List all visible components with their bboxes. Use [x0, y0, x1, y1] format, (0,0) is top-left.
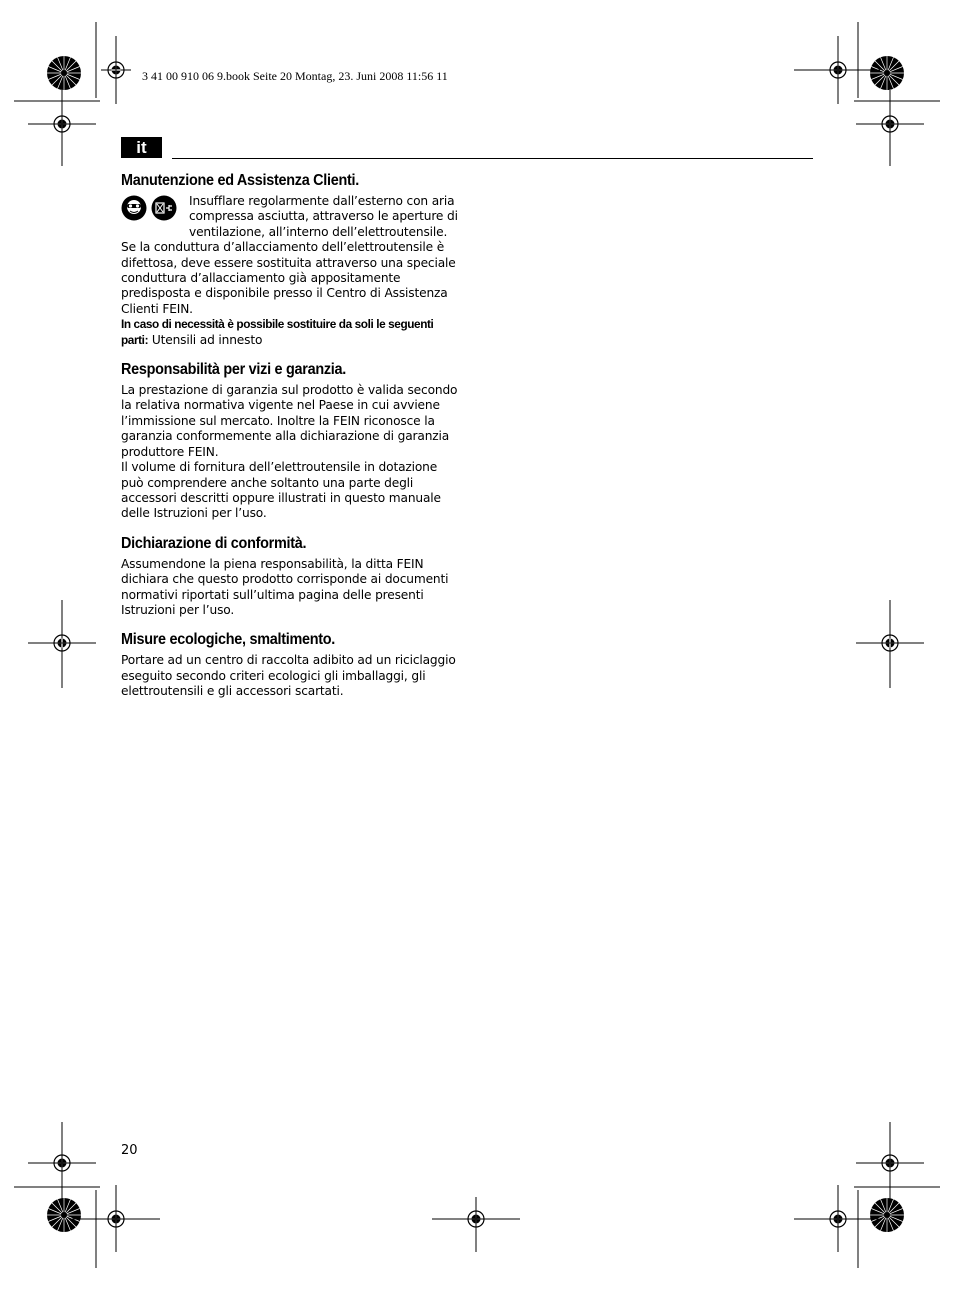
section-title: Misure ecologiche, smaltimento. — [121, 631, 336, 649]
goggles-and-ear-protection-icon — [121, 195, 147, 221]
disconnect-plug-icon — [151, 195, 177, 221]
section-conformity — [121, 535, 461, 619]
icon-paragraph — [121, 194, 461, 240]
file-info: 3 41 00 910 06 9.book Seite 20 Montag, 23. Juni 2008 11:56 11 — [142, 69, 448, 83]
replaceable-parts-label: In caso di necessità è possibile sostituire da soli le seguenti parti: — [121, 317, 434, 347]
paragraph: La prestazione di garanzia sul prodotto è valida secondo la relativa normativa vigente nel Paese in cui avviene l’immissione sul mercato. Inoltre la FEIN riconosce la garanzia conformemente alla dichiarazione di garanzia produttore FEIN. — [121, 383, 458, 459]
replaceable-parts-value: Utensili ad innesto — [148, 332, 263, 347]
paragraph: Portare ad un centro di raccolta adibito ad un riciclaggio eseguito secondo criteri ecologici gli imballaggi, gli elettroutensili e gli accessori scartati. — [121, 653, 456, 699]
replaceable-parts — [121, 317, 461, 348]
section-title: Manutenzione ed Assistenza Clienti. — [121, 172, 360, 189]
section-title: Responsabilità per vizi e garanzia. — [121, 361, 346, 379]
section-maintenance — [121, 172, 461, 348]
language-badge: it — [121, 137, 162, 158]
paragraph: Se la conduttura d’allacciamento dell’elettroutensile è difettosa, deve essere sostituita attraverso una speciale conduttura d’allacciamento già appositamente predisposta e disponibile presso il Centro di Assistenza Clienti FEIN. — [121, 240, 456, 316]
section-warranty — [121, 361, 461, 522]
section-title: Dichiarazione di conformità. — [121, 534, 307, 552]
document-content — [121, 172, 461, 713]
safety-icons — [121, 195, 177, 221]
section-disposal — [121, 631, 461, 699]
page-number: 20 — [121, 1143, 138, 1158]
icon-paragraph-text: Insufflare regolarmente dall’esterno con aria compressa asciutta, attraverso le aperture di ventilazione, all’interno dell’elettroutensile. — [189, 194, 458, 239]
header-rule — [172, 158, 813, 159]
paragraph: Assumendone la piena responsabilità, la ditta FEIN dichiara che questo prodotto corrisponde ai documenti normativi riportati sull’ultima pagina delle presenti Istruzioni per l’uso. — [121, 556, 449, 617]
paragraph: Il volume di fornitura dell’elettroutensile in dotazione può comprendere anche soltanto una parte degli accessori descritti oppure illustrati in questo manuale delle Istruzioni per l’uso. — [121, 460, 441, 521]
